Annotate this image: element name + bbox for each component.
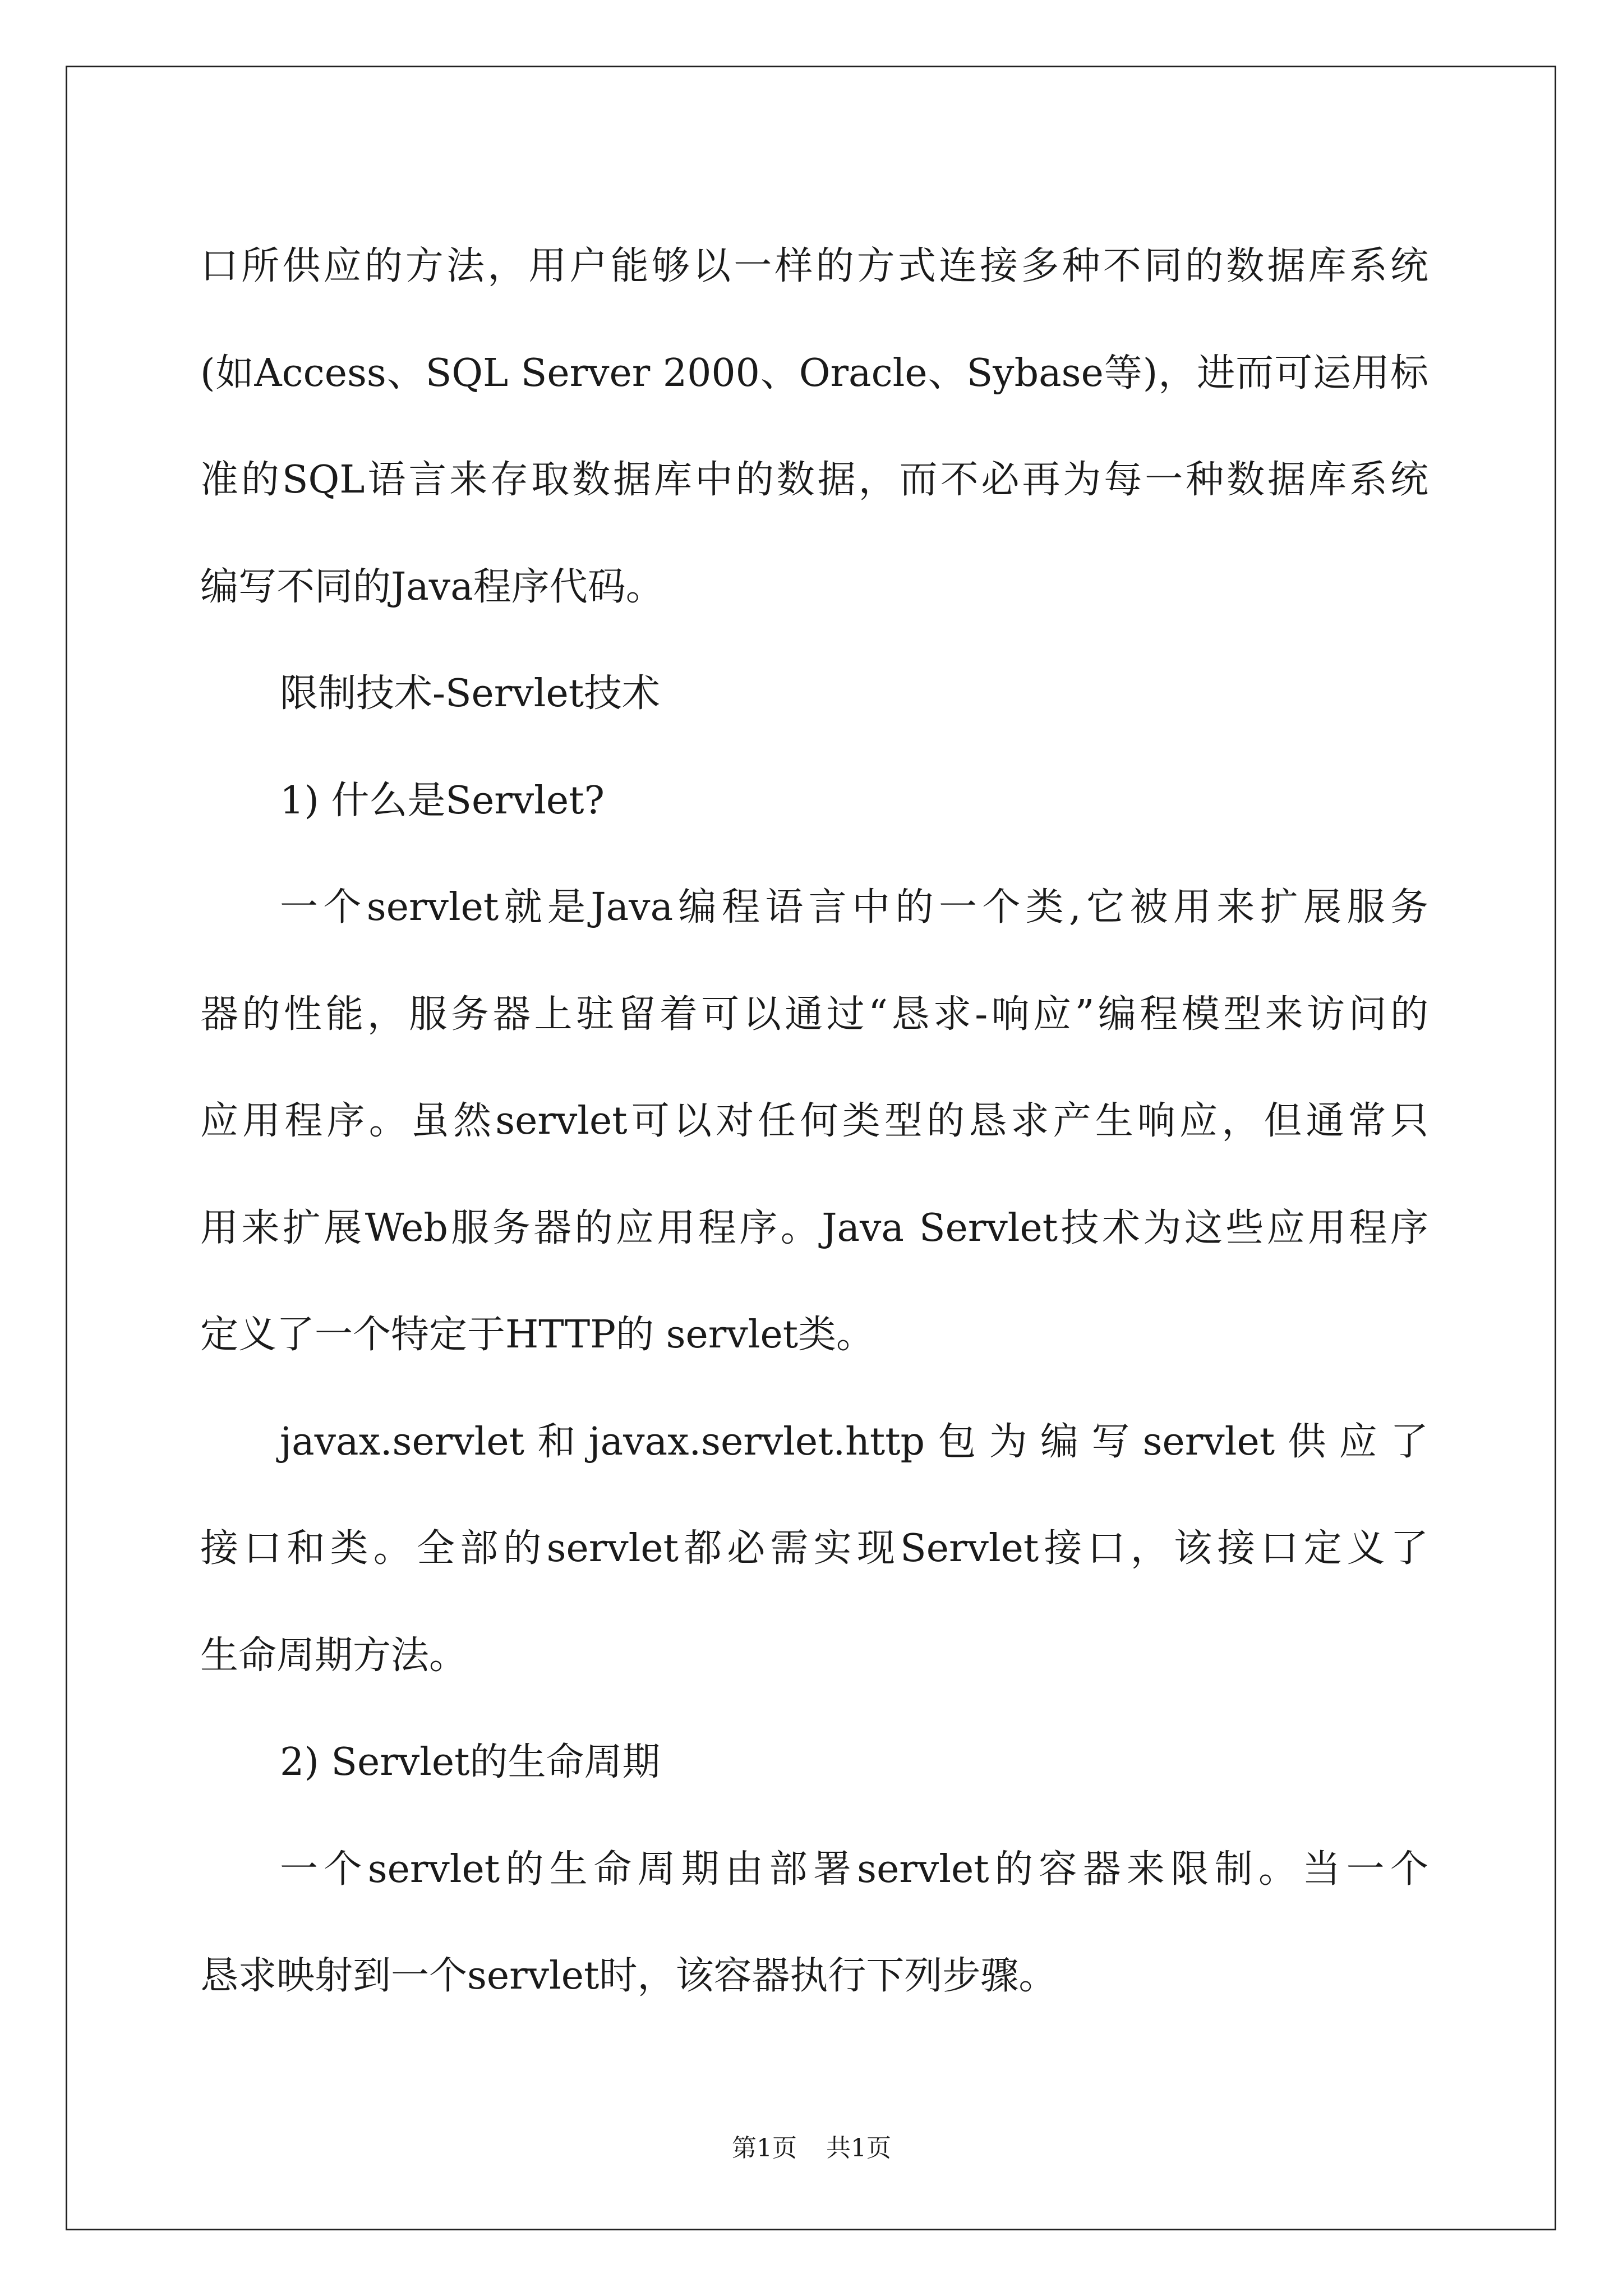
- document-body: [200, 213, 1428, 2030]
- paragraph-line: (如Access、SQL Server 2000、Oracle、Sybase等)，进而可运用标: [200, 351, 1428, 395]
- paragraph-line: javax.servlet和javax.servlet.http包为编写servlet供应了: [280, 1419, 1428, 1464]
- paragraph-line: 限制技术-Servlet技术: [280, 671, 661, 716]
- page-number: 第1页: [732, 2134, 797, 2162]
- paragraph-line: 口所供应的方法，用户能够以一样的方式连接多种不同的数据库系统: [200, 244, 1428, 288]
- paragraph-line: 准的SQL语言来存取数据库中的数据，而不必再为每一种数据库系统: [200, 458, 1428, 502]
- paragraph-line: 一个servlet的生命周期由部署servlet的容器来限制。当一个: [280, 1847, 1428, 1892]
- page-footer: [0, 2132, 1623, 2165]
- paragraph-line: 编写不同的Java程序代码。: [200, 564, 664, 609]
- paragraph-line: 恳求映射到一个servlet时，该容器执行下列步骤。: [200, 1954, 1057, 1998]
- paragraph-line: 定义了一个特定于HTTP的 servlet类。: [200, 1313, 875, 1357]
- paragraph-line: 2) Servlet的生命周期: [280, 1740, 661, 1784]
- page-count: 共1页: [826, 2134, 891, 2162]
- paragraph-line: 一个servlet就是Java编程语言中的一个类,它被用来扩展服务: [280, 885, 1428, 930]
- paragraph-line: 应用程序。虽然servlet可以对任何类型的恳求产生响应，但通常只: [200, 1099, 1428, 1143]
- paragraph-line: 1) 什么是Servlet?: [280, 778, 605, 823]
- paragraph-line: 生命周期方法。: [200, 1633, 468, 1678]
- paragraph-line: 用来扩展Web服务器的应用程序。Java Servlet技术为这些应用程序: [200, 1205, 1428, 1250]
- paragraph-line: 器的性能，服务器上驻留着可以通过“恳求-响应”编程模型来访问的: [200, 992, 1428, 1037]
- paragraph-line: 接口和类。全部的servlet都必需实现Servlet接口，该接口定义了: [200, 1526, 1428, 1571]
